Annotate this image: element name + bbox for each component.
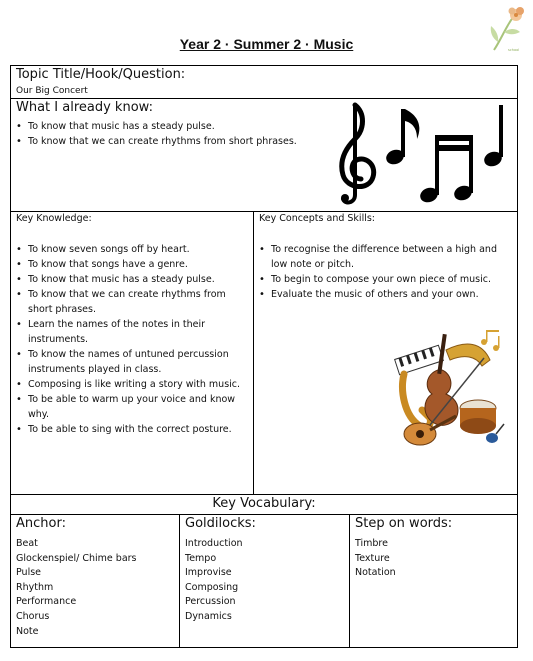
list-item: • To know that songs have a genre.: [11, 257, 249, 272]
list-item: Pulse: [16, 567, 42, 579]
key-concepts-list: [254, 242, 512, 302]
list-item: • To be able to warm up your voice and know why.: [11, 392, 249, 422]
anchor-words: [16, 537, 137, 639]
topic-name: Our Big Concert: [16, 86, 88, 96]
svg-text:school: school: [508, 48, 520, 52]
list-item: • To know that we can create rhythms from short phrases.: [11, 134, 331, 149]
goldilocks-words: [185, 537, 243, 625]
list-item: • To know that music has a steady pulse.: [11, 272, 249, 287]
list-item: • To know that we can create rhythms from short phrases.: [11, 287, 249, 317]
topic-section: [11, 66, 517, 99]
key-knowledge-column: [11, 212, 254, 494]
vocabulary-heading: Key Vocabulary:: [212, 496, 316, 511]
school-flower-logo: [484, 4, 530, 54]
key-knowledge-heading: Key Knowledge:: [16, 213, 92, 224]
list-item: • To know seven songs off by heart.: [11, 242, 249, 257]
list-item: • To be able to sing with the correct posture.: [11, 422, 249, 437]
key-concepts-heading: Key Concepts and Skills:: [259, 213, 375, 224]
list-item: • To recognise the difference between a high and low note or pitch.: [254, 242, 512, 272]
topic-heading: Topic Title/Hook/Question:: [16, 67, 186, 82]
list-item: Note: [16, 625, 39, 637]
already-know-list: [11, 119, 331, 149]
anchor-column: [11, 515, 180, 648]
step-on-words: [355, 537, 396, 581]
list-item: Performance: [16, 596, 77, 608]
instruments-collage-icon: [386, 330, 506, 448]
already-know-section: [11, 99, 517, 212]
list-item: Notation: [355, 567, 396, 579]
list-item: • Evaluate the music of others and your own.: [254, 287, 512, 302]
list-item: Timbre: [355, 538, 388, 549]
music-notes-icon: [331, 99, 511, 211]
key-concepts-column: [254, 212, 517, 494]
goldilocks-heading: Goldilocks:: [185, 516, 256, 531]
vocabulary-section: [11, 515, 517, 648]
page-title: Year 2 · Summer 2 · Music: [179, 36, 354, 52]
list-item: Rhythm: [16, 581, 54, 593]
list-item: Improvise: [185, 567, 232, 579]
list-item: • Composing is like writing a story with music.: [11, 377, 249, 392]
goldilocks-column: [180, 515, 350, 648]
list-item: • Learn the names of the notes in their instruments.: [11, 317, 249, 347]
step-on-heading: Step on words:: [355, 516, 453, 531]
anchor-heading: Anchor:: [16, 516, 66, 531]
list-item: Composing: [185, 581, 239, 593]
knowledge-organiser: [10, 65, 518, 648]
list-item: Dynamics: [185, 610, 232, 622]
list-item: Tempo: [185, 552, 217, 564]
list-item: Glockenspiel/ Chime bars: [16, 552, 137, 564]
list-item: • To know the names of untuned percussion instruments played in class.: [11, 347, 249, 377]
list-item: Percussion: [185, 596, 236, 608]
key-section: [11, 212, 517, 495]
key-knowledge-list: [11, 242, 249, 437]
list-item: Beat: [16, 538, 38, 549]
step-on-column: [350, 515, 518, 648]
list-item: Texture: [355, 552, 390, 564]
list-item: Chorus: [16, 610, 50, 622]
already-know-heading: What I already know:: [16, 100, 153, 115]
list-item: • To begin to compose your own piece of music.: [254, 272, 512, 287]
list-item: Introduction: [185, 538, 243, 549]
vocabulary-header: [11, 495, 517, 515]
list-item: • To know that music has a steady pulse.: [11, 119, 331, 134]
